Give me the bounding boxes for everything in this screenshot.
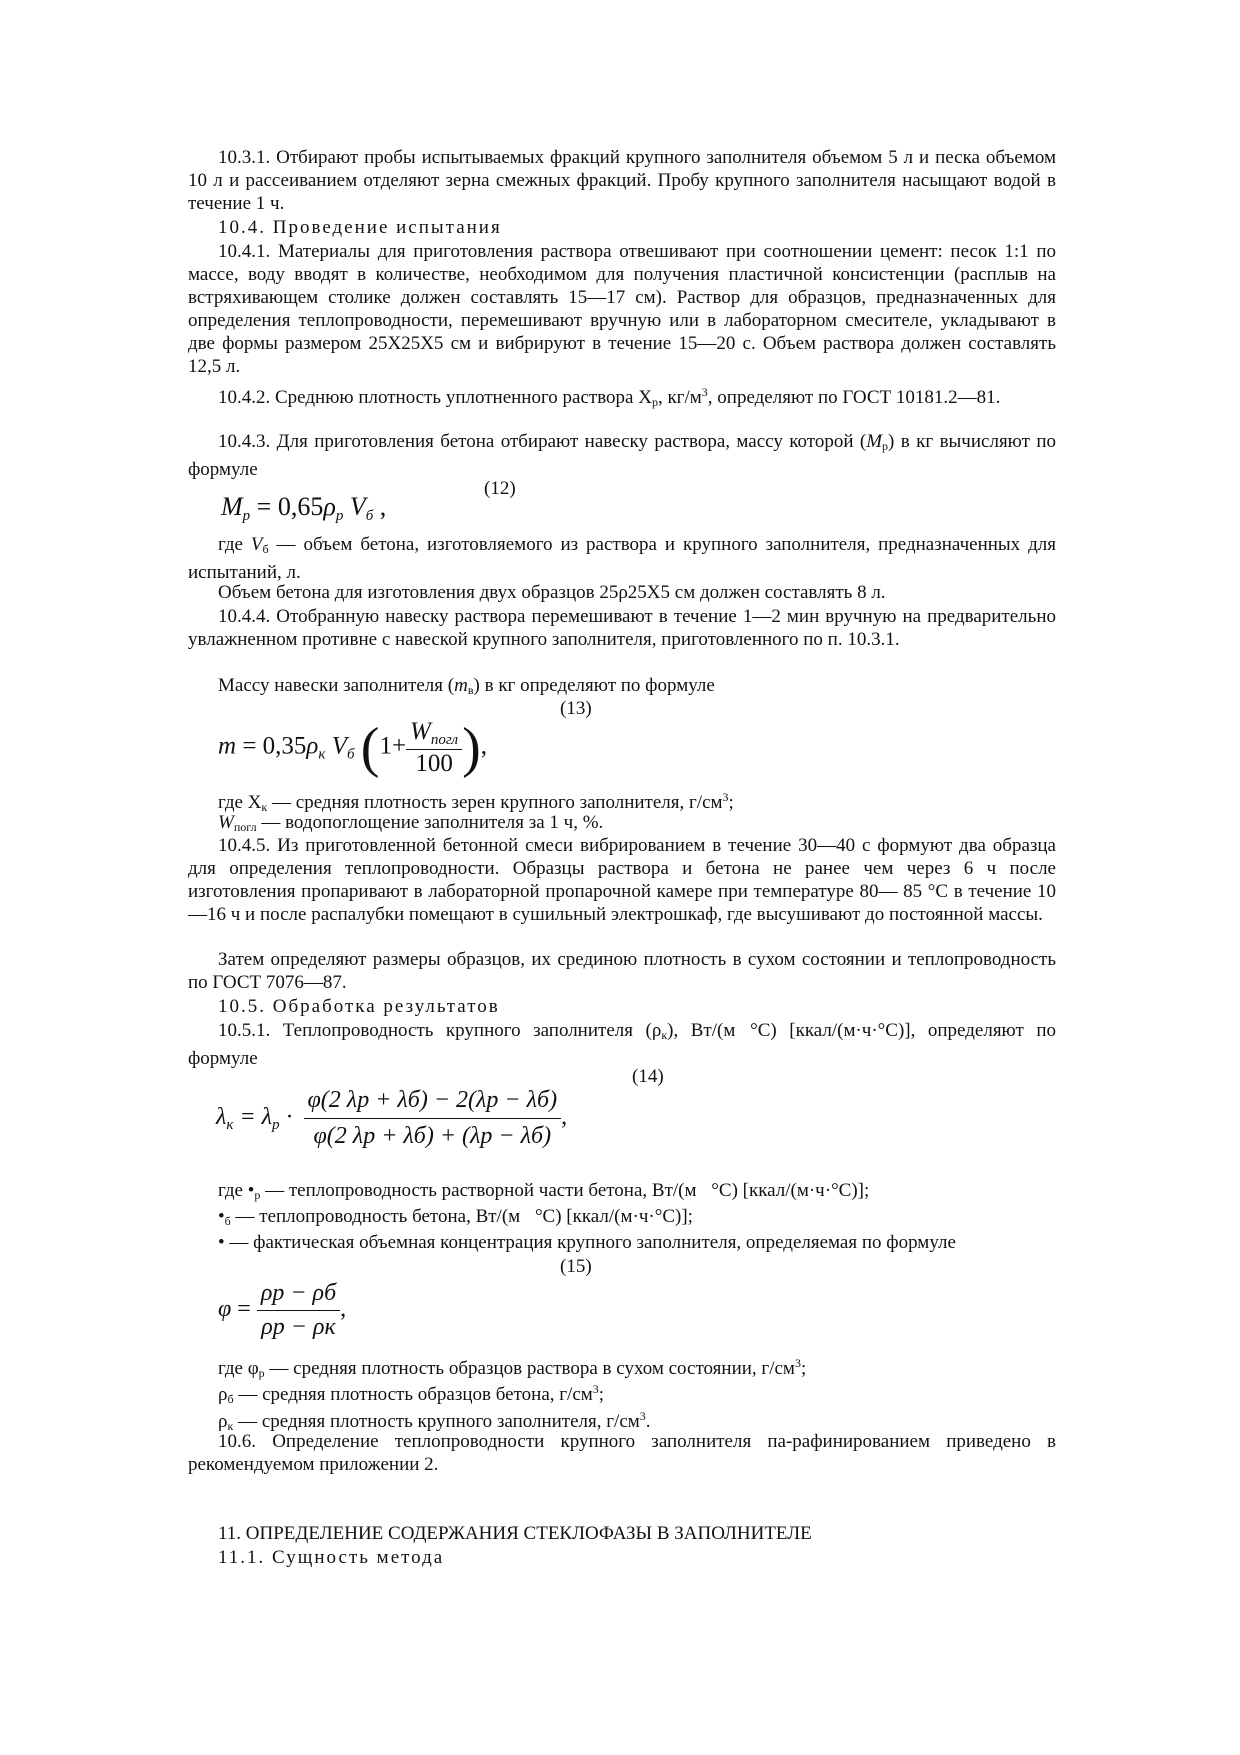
superscript: 3 (701, 385, 708, 399)
section-heading-10-4 (188, 216, 1056, 239)
symbol: M (221, 492, 243, 521)
paragraph-10-4-1 (188, 240, 1056, 378)
text-part: ρ (218, 1411, 228, 1432)
paragraph-10-4-2 (188, 381, 1056, 414)
symbol: , (561, 1104, 568, 1131)
paragraph-text: Объем бетона для изготовления двух образцов 25ρ25Х5 см должен составлять 8 л. (218, 582, 886, 603)
fraction (304, 1087, 562, 1150)
formula-12 (221, 492, 386, 525)
formula-15 (218, 1280, 346, 1341)
text-part: — средняя плотность зерен крупного заполнителя, г/см (267, 792, 723, 813)
formula-13 (218, 718, 487, 778)
subscript: погл (430, 732, 459, 748)
subscript: б (346, 746, 355, 763)
subscript: к (261, 800, 268, 814)
formula-number-13: (13) (560, 698, 592, 719)
paragraph-text: 10.4.4. Отобранную навеску раствора перемешивают в течение 1—2 мин вручную на предварительно увлажненном противне с навеской крупного заполнителя, приготовленного по п. 10.3.1. (188, 606, 1056, 650)
denominator: φ(2 λр + λб) + (λр − λб) (313, 1123, 552, 1149)
subscript: к (227, 1419, 234, 1433)
paragraph-then (188, 948, 1056, 994)
text-part: где Х (218, 792, 262, 813)
text-part: 10.5.1. Теплопроводность крупного заполнителя (ρ (218, 1020, 662, 1041)
text-part: — средняя плотность образцов бетона, г/см (233, 1384, 593, 1405)
text-part: ) в кг вычисляют по формуле (188, 431, 1056, 480)
subscript: б (262, 542, 269, 556)
symbol: , (340, 1296, 347, 1323)
subscript: погл (233, 820, 257, 834)
formula-14 (216, 1087, 567, 1150)
text-part: ; (800, 1358, 807, 1379)
paragraph-where-vb (188, 533, 1056, 584)
paragraph-text: 10.3.1. Отбирают пробы испытываемых фракций крупного заполнителя объемом 5 л и песка объемом 10 л и рассеиванием отделяют зерна смежных фракций. Пробу крупного заполнителя насыщают водой в течение 1 ч. (188, 147, 1056, 214)
text-part: где • (218, 1180, 255, 1201)
subscript: р (258, 1366, 265, 1380)
paragraph-where-lb (188, 1205, 1056, 1233)
left-paren: ( (360, 717, 380, 779)
paragraph-text: • — фактическая объемная концентрация крупного заполнителя, определяемая по формуле (218, 1232, 956, 1253)
symbol: V (325, 732, 347, 760)
text-part: . (645, 1411, 651, 1432)
paragraph-text: Затем определяют размеры образцов, их срединою плотность в сухом состоянии и теплопроводность по ГОСТ 7076—87. (188, 949, 1056, 993)
subscript: р (335, 508, 344, 524)
symbol: = λ (233, 1104, 273, 1131)
formula-number-12: (12) (484, 478, 516, 499)
italic-symbol: V (250, 534, 263, 555)
paragraph-text: 10.4.5. Из приготовленной бетонной смеси вибрированием в течение 30—40 с формуют два образца для определения теплопроводности. Образцы раствора и бетона не ранее чем через 6 ч после изготовления пропаривают в лабораторной пропарочной камере при температуре 80— 85 °С в течение 10—16 ч и после распалубки помещают в сушильный электрошкаф, где высушивают до постоянной массы. (188, 835, 1056, 925)
symbol: 1+ (379, 732, 407, 760)
superscript: 3 (639, 1409, 646, 1423)
paragraph-text: 10.6. Определение теплопроводности крупного заполнителя па-рафинированием приведено в рекомендуемом приложении 2. (188, 1431, 1056, 1475)
subscript: б (365, 508, 374, 524)
symbol: ρ (323, 492, 336, 521)
symbol: λ (216, 1104, 227, 1131)
right-paren: ) (462, 717, 481, 779)
symbol: φ (218, 1296, 232, 1323)
text-part: ), Вт/(м °С) [ккал/(м·ч·°С)], определяют по формуле (188, 1020, 1056, 1069)
heading-text: 10.4. Проведение испытания (218, 217, 502, 238)
symbol: W (410, 718, 431, 745)
paragraph-text: 10.4.1. Материалы для приготовления раствора отвешивают при соотношении цемент: песок 1:1 по массе, воду вводят в количестве, необходимом для получения пластичной консистенции (расплыв на встряхивающем столике должен составлять 15—17 см). Раствор для образцов, предназначенных для определения теплопроводности, перемешивают вручную или в лабораторном смесителе, укладывают в две формы размером 25Х25Х5 см и вибрируют в течение 15—20 с. Объем раствора должен составлять 12,5 л. (188, 241, 1056, 377)
paragraph-where-lp (188, 1179, 1056, 1207)
text-part: 10.4.3. Для приготовления бетона отбирают навеску раствора, массу которой ( (218, 431, 867, 452)
text-part: , кг/м (657, 387, 702, 408)
numerator (406, 718, 462, 750)
subscript: р (242, 508, 251, 524)
text-part: — теплопроводность бетона, Вт/(м °С) [ккал/(м·ч·°С)]; (230, 1206, 693, 1227)
paragraph-10-5-1 (188, 1019, 1056, 1070)
heading-text: 11.1. Сущность метода (218, 1547, 445, 1568)
symbol: · (279, 1104, 294, 1131)
denominator: ρр − ρк (261, 1314, 336, 1340)
text-part: ρ (218, 1384, 228, 1405)
text-part: где φ (218, 1358, 259, 1379)
text-part: • (218, 1206, 225, 1227)
paragraph-10-4-5 (188, 834, 1056, 926)
fraction (257, 1280, 340, 1341)
text-part: где (218, 534, 251, 555)
subscript: б (224, 1214, 231, 1228)
text-part: — теплопроводность растворной части бетона, Вт/(м °С) [ккал/(м·ч·°С)]; (260, 1180, 870, 1201)
text-part: , определяют по ГОСТ 10181.2—81. (707, 387, 1001, 408)
italic-symbol: M (866, 431, 883, 452)
paragraph-10-4-3 (188, 430, 1056, 481)
symbol: ρ (306, 732, 319, 760)
symbol: = 0,65 (250, 492, 324, 521)
subscript: р (272, 1117, 280, 1134)
text-part: 10.4.2. Среднюю плотность уплотненного раствора Х (218, 387, 652, 408)
heading-text: 11. ОПРЕДЕЛЕНИЕ СОДЕРЖАНИЯ СТЕКЛОФАЗЫ В ЗАПОЛНИТЕЛЕ (218, 1523, 812, 1544)
denominator: 100 (415, 750, 453, 777)
subscript: к (318, 746, 326, 763)
formula-number-15: (15) (560, 1256, 592, 1277)
symbol: , (480, 732, 487, 760)
paragraph-10-6 (188, 1430, 1056, 1476)
symbol: = (231, 1296, 257, 1323)
heading-text: 10.5. Обработка результатов (218, 996, 500, 1017)
numerator: φ(2 λр + λб) − 2(λр − λб) (304, 1087, 562, 1119)
symbol: , (373, 492, 387, 521)
subscript: к (226, 1117, 234, 1134)
subscript: р (254, 1188, 261, 1202)
subscript: к (661, 1028, 668, 1042)
subscript: б (227, 1392, 234, 1406)
paragraph-mass (188, 674, 1056, 702)
symbol: = 0,35 (236, 732, 307, 760)
text-part: Массу навески заполнителя ( (218, 675, 455, 696)
fraction (406, 718, 462, 778)
numerator: ρр − ρб (257, 1280, 340, 1311)
subscript: р (651, 395, 658, 409)
text-part: ) в кг определяют по формуле (473, 675, 715, 696)
text-part: — водопоглощение заполнителя за 1 ч, %. (256, 812, 604, 833)
text-part: — средняя плотность крупного заполнителя, г/см (233, 1411, 640, 1432)
superscript: 3 (592, 1382, 599, 1396)
section-heading-11 (188, 1522, 1056, 1545)
text-part: — объем бетона, изготовляемого из раствора и крупного заполнителя, предназначенных для испытаний, л. (188, 534, 1056, 583)
symbol: m (218, 732, 237, 760)
formula-number-14: (14) (632, 1066, 664, 1087)
paragraph-10-4-4 (188, 605, 1056, 651)
text-part: ; (728, 792, 734, 813)
text-part: ; (598, 1384, 605, 1405)
section-heading-10-5 (188, 995, 1056, 1018)
text-part: — средняя плотность образцов раствора в сухом состоянии, г/см (264, 1358, 795, 1379)
paragraph-10-3-1 (188, 146, 1056, 215)
italic-symbol: W (218, 812, 234, 833)
italic-symbol: m (454, 675, 468, 696)
section-heading-11-1 (188, 1546, 1056, 1569)
subscript: р (882, 439, 889, 453)
paragraph-volume (188, 581, 1056, 604)
subscript: в (467, 683, 474, 697)
superscript: 3 (722, 790, 729, 804)
paragraph-where-phi (188, 1231, 1056, 1254)
superscript: 3 (794, 1356, 801, 1370)
symbol: V (343, 492, 366, 521)
